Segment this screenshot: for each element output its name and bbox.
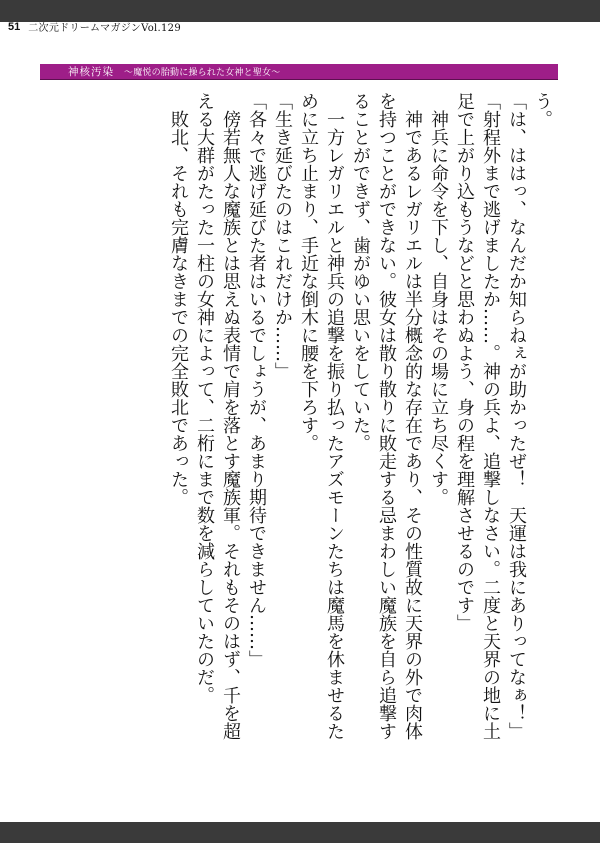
text-line: 一方レガリエルと神兵の追撃を振り払ったアズモーンたちは魔馬を休ませるた xyxy=(324,92,345,740)
text-line: う。 xyxy=(532,92,553,128)
text-line: 神であるレガリエルは半分概念的な存在であり、その性質故に天界の外で肉体 xyxy=(402,92,423,740)
text-line: える大群がたった一柱の女神によって、二桁にまで数を減らしていたのだ。 xyxy=(194,92,215,704)
text-line: を持つことができない。彼女は散り散りに敗走する忌まわしい魔族を自ら追撃す xyxy=(376,92,397,740)
text-line: ることができず、歯がゆい思いをしていた。 xyxy=(350,92,371,452)
text-line: 「各々で逃げ延びた者はいるでしょうが、あまり期待できません……」 xyxy=(246,92,267,668)
text-line: 「射程外まで逃げましたか……。神の兵よ、追撃しなさい。二度と天界の地に土 xyxy=(480,92,501,740)
text-line: 足で上がり込もうなどと思わぬよう、身の程を理解させるのです」 xyxy=(454,92,475,632)
book-page xyxy=(0,22,600,822)
magazine-name: 二次元ドリームマガジンVol.129 xyxy=(28,23,181,34)
text-line: 敗北、それも完膚なきまでの完全敗北であった。 xyxy=(168,92,189,506)
story-title-band xyxy=(40,64,558,80)
vertical-body-text xyxy=(75,92,555,792)
page-number: 51 xyxy=(8,20,21,33)
story-title: 神核汚染 xyxy=(68,66,114,78)
viewer-bottom-bar xyxy=(0,822,600,843)
text-line: 神兵に命令を下し、自身はその場に立ち尽くす。 xyxy=(428,92,449,506)
text-line: 「は、ははっ、なんだか知らねぇが助かったぜ！ 天運は我にありってなぁ！」 xyxy=(506,92,527,740)
story-subtitle: 〜魔悦の胎動に操られた女神と聖女〜 xyxy=(124,68,281,78)
text-line: 傍若無人な魔族とは思えぬ表情で肩を落とす魔族軍。それもそのはず、千を超 xyxy=(220,92,241,740)
text-line: めに立ち止まり、手近な倒木に腰を下ろす。 xyxy=(298,92,319,452)
running-head xyxy=(8,19,181,34)
text-line: 「生き延びたのはこれだけか……」 xyxy=(272,92,293,380)
